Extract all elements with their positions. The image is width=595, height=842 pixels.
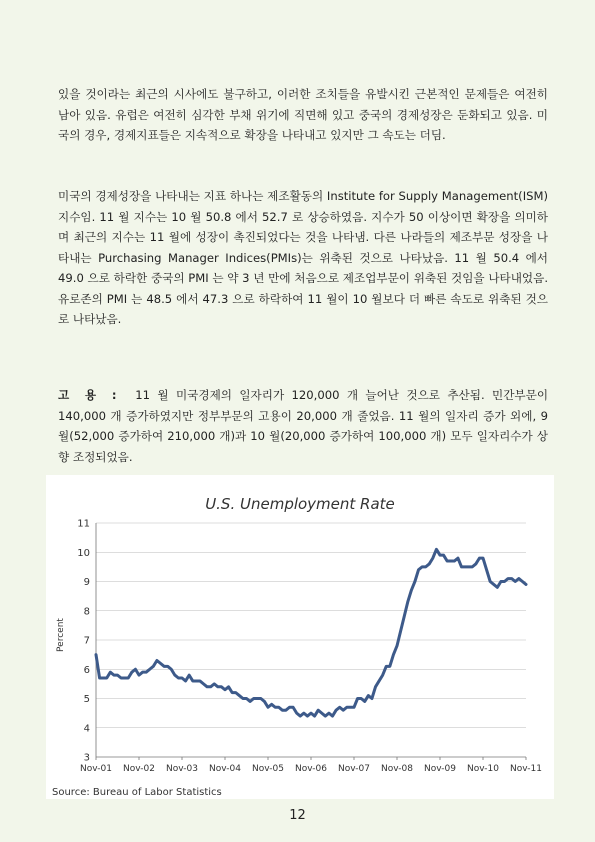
y-tick-label: 5	[83, 694, 90, 705]
x-tick-label: Nov-05	[251, 764, 285, 774]
series-layer	[96, 549, 526, 716]
page-number: 12	[289, 808, 306, 823]
chart-title: U.S. Unemployment Rate	[205, 495, 395, 513]
x-tick-label: Nov-09	[423, 764, 457, 774]
body-paragraph-2: 미국의 경제성장을 나타내는 지표 하나는 제조활동의 Institute for Supply Management(ISM) 지수임. 11 월 지수는 10 월 50.8 에서 52.7 로 상승하였음. 지수가 50 이상이면 확장을 의미하며 최근의 지수는 11 월에 성장이 촉진되었다는 것을 나타냄. 다른 나라들의 제조부문 성장을 나타내는 Purchasing Manager Indices(PMIs)는 위축된 것으로 나타났음. 11 월 50.4 에서 49.0 으로 하락한 중국의 PMI 는 약 3 년 만에 처음으로 제조업부문이 위축된 것임을 나타내었음. 유로존의 PMI 는 48.5 에서 47.3 으로 하락하여 11 월이 10 월보다 더 빠른 속도로 위축된 것으로 나타났음.	[58, 189, 548, 326]
y-axis-label: Percent	[56, 618, 66, 652]
y-tick-label: 11	[77, 518, 90, 530]
x-tick-label: Nov-06	[294, 764, 328, 774]
x-tick-label: Nov-02	[122, 764, 156, 774]
gridlines	[96, 523, 526, 728]
unemployment-chart	[46, 475, 554, 799]
x-tick-label: Nov-04	[208, 764, 242, 774]
employment-text: 11 월 미국경제의 일자리가 120,000 개 늘어난 것으로 추산됨. 민간부문이 140,000 개 증가하였지만 정부부문의 고용이 20,000 개 줄었음. 11 월의 일자리 증가 외에, 9 월(52,000 증가하여 210,000 개)과 10 월(20,000 증가하여 100,000 개) 모두 일자리수가 상향 조정되었음.	[58, 388, 549, 464]
y-tick-label: 4	[83, 723, 90, 735]
x-tick-label: Nov-03	[165, 764, 199, 774]
x-tick-label: Nov-10	[466, 764, 500, 774]
x-tick-label: Nov-07	[337, 764, 371, 774]
x-tick-label: Nov-08	[380, 764, 414, 774]
y-tick-label: 7	[83, 635, 90, 647]
y-tick-label: 8	[83, 606, 90, 618]
chart-source: Source: Bureau of Labor Statistics	[52, 787, 222, 798]
body-paragraph-3	[58, 385, 548, 467]
y-tick-label: 6	[83, 664, 90, 676]
tick-labels	[77, 519, 542, 775]
chart-svg	[46, 475, 554, 799]
unemployment-rate-line	[96, 549, 526, 716]
employment-heading: 고 용 :	[58, 388, 121, 402]
y-tick-label: 3	[83, 752, 90, 764]
x-tick-label: Nov-01	[79, 764, 113, 774]
x-tick-label: Nov-11	[509, 764, 543, 774]
y-tick-label: 9	[83, 577, 90, 588]
y-tick-label: 10	[77, 547, 90, 559]
body-paragraph-1: 있을 것이라는 최근의 시사에도 불구하고, 이러한 조치들을 유발시킨 근본적인 문제들은 여전히 남아 있음. 유럽은 여전히 심각한 부채 위기에 직면해 있고 중국의 경제성장은 둔화되고 있음. 미국의 경우, 경제지표들은 지속적으로 확장을 나타내고 있지만 그 속도는 더딤.	[58, 87, 548, 142]
axes	[96, 523, 526, 760]
